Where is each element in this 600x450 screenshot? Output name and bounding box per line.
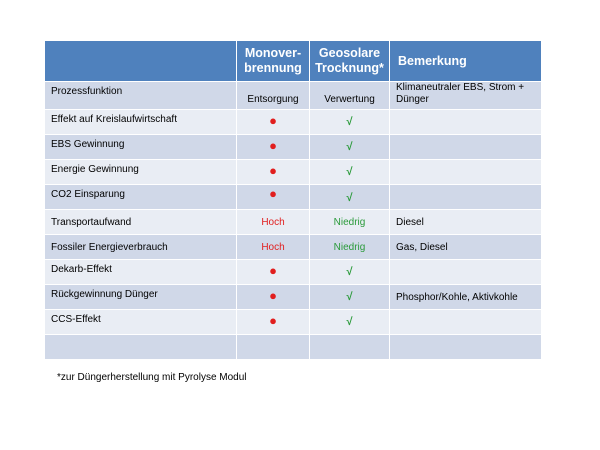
fossil-geo-text: Niedrig xyxy=(333,241,366,253)
header-monoverbrennung: Monover- brennung xyxy=(237,41,310,82)
check-icon: √ xyxy=(346,141,353,153)
row-label: Prozessfunktion xyxy=(45,82,237,110)
remark-value xyxy=(390,260,542,285)
red-dot-icon: ● xyxy=(269,263,277,278)
row-label: EBS Gewinnung xyxy=(45,135,237,160)
geo-value xyxy=(310,335,390,360)
geo-value xyxy=(310,285,390,310)
remark-value: Diesel xyxy=(390,210,542,235)
mono-value xyxy=(237,185,310,210)
header-empty xyxy=(45,41,237,82)
table-row xyxy=(45,135,542,160)
row-label: CCS-Effekt xyxy=(45,310,237,335)
mono-value xyxy=(237,285,310,310)
transport-mono-text: Hoch xyxy=(261,216,285,228)
check-icon: √ xyxy=(346,166,353,178)
table-row-empty xyxy=(45,335,542,360)
table-row xyxy=(45,82,542,110)
row-label: Effekt auf Kreislaufwirtschaft xyxy=(45,110,237,135)
row-label: Transportaufwand xyxy=(45,210,237,235)
geo-value xyxy=(310,160,390,185)
check-icon: √ xyxy=(346,266,353,278)
row-label: Fossiler Energieverbrauch xyxy=(45,235,237,260)
remark-value xyxy=(390,335,542,360)
header-row xyxy=(45,41,542,82)
remark-value xyxy=(390,110,542,135)
table-row xyxy=(45,210,542,235)
red-dot-icon: ● xyxy=(269,138,277,153)
table-row xyxy=(45,285,542,310)
check-icon: √ xyxy=(346,192,353,204)
remark-value xyxy=(390,310,542,335)
mono-value xyxy=(237,310,310,335)
red-dot-icon: ● xyxy=(269,186,277,201)
red-dot-icon: ● xyxy=(269,288,277,303)
geo-value xyxy=(310,235,390,260)
mono-value xyxy=(237,210,310,235)
header-geosolare-trocknung: Geosolare Trocknung* xyxy=(310,41,390,82)
red-dot-icon: ● xyxy=(269,313,277,328)
row-label xyxy=(45,335,237,360)
row-label: Dekarb-Effekt xyxy=(45,260,237,285)
geo-value xyxy=(310,135,390,160)
table-row xyxy=(45,185,542,210)
check-icon: √ xyxy=(346,316,353,328)
geo-value xyxy=(310,110,390,135)
table-row xyxy=(45,110,542,135)
remark-value: Klimaneutraler EBS, Strom + Dünger xyxy=(390,82,542,110)
red-dot-icon: ● xyxy=(269,113,277,128)
mono-value xyxy=(237,260,310,285)
geo-value xyxy=(310,185,390,210)
mono-value xyxy=(237,335,310,360)
remark-value xyxy=(390,185,542,210)
footnote: *zur Düngerherstellung mit Pyrolyse Modul xyxy=(57,372,247,383)
remark-value: Gas, Diesel xyxy=(390,235,542,260)
remark-value: Phosphor/Kohle, Aktivkohle xyxy=(390,285,542,310)
table-row xyxy=(45,235,542,260)
table-row xyxy=(45,310,542,335)
geo-value xyxy=(310,310,390,335)
geo-value xyxy=(310,260,390,285)
mono-value xyxy=(237,235,310,260)
header-bemerkung: Bemerkung xyxy=(390,41,542,82)
check-icon: √ xyxy=(346,116,353,128)
geo-value: Verwertung xyxy=(310,82,390,110)
transport-geo-text: Niedrig xyxy=(333,216,366,228)
mono-value xyxy=(237,135,310,160)
mono-value xyxy=(237,110,310,135)
row-label: Energie Gewinnung xyxy=(45,160,237,185)
remark-value xyxy=(390,135,542,160)
red-dot-icon: ● xyxy=(269,163,277,178)
table-row xyxy=(45,260,542,285)
mono-value xyxy=(237,160,310,185)
table-row xyxy=(45,160,542,185)
remark-value xyxy=(390,160,542,185)
row-label: CO2 Einsparung xyxy=(45,185,237,210)
row-label: Rückgewinnung Dünger xyxy=(45,285,237,310)
comparison-table xyxy=(44,40,542,360)
fossil-mono-text: Hoch xyxy=(261,241,285,253)
geo-value xyxy=(310,210,390,235)
mono-value: Entsorgung xyxy=(237,82,310,110)
check-icon: √ xyxy=(346,291,353,303)
